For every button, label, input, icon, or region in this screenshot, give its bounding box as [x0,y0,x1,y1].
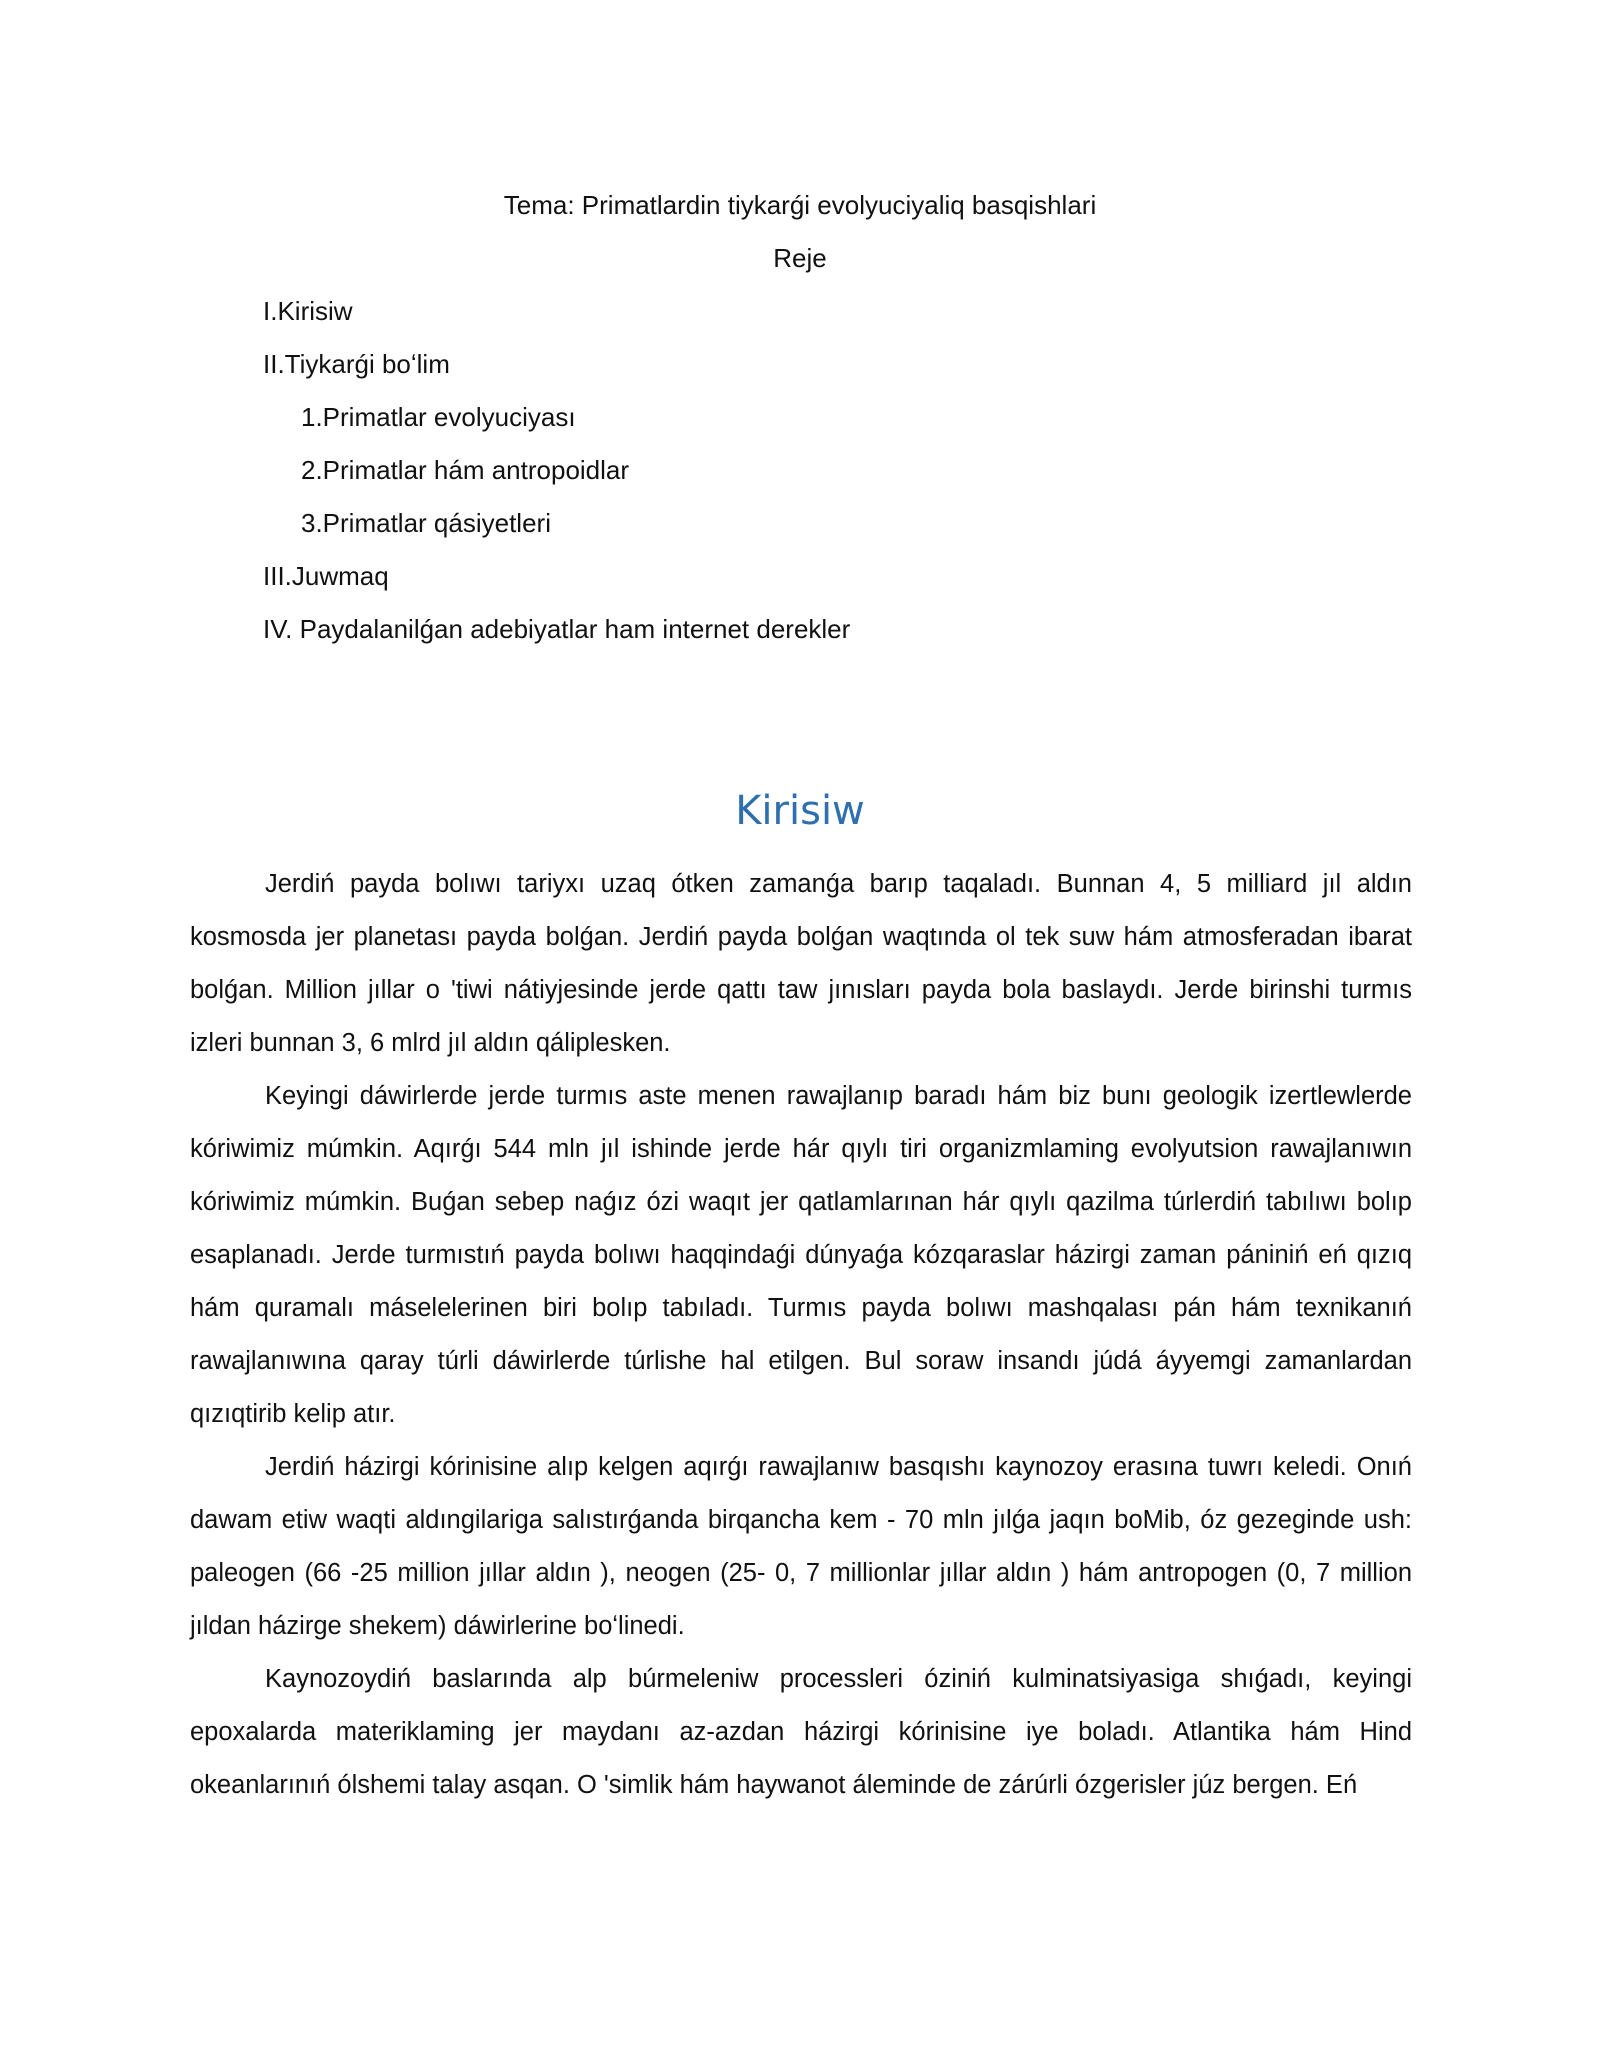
plan-item-main-part: II.Tiykarǵi boʻlim [263,349,450,379]
document-title: Tema: Primatlardin tiykarǵi evolyuciyaliq basqishlari [503,190,1097,220]
plan-title: Reje [773,243,827,273]
paragraph: Jerdiń payda bolıwı tariyxı uzaq ótken zamanǵa barıp taqaladı. Bunnan 4, 5 milliard jıl aldın kosmosda jer planetası payda bolǵan. Jerdiń payda bolǵan waqtında ol tek suw hám atmosferadan ibarat bolǵan. Million jıllar o 'tiwi nátiyjesinde jerde qattı taw jınısları payda bola baslaydı. Jerde birinshi turmıs izleri bunnan 3, 6 mlrd jıl aldın qáliplesken. [190,870,1412,1057]
paragraph: Jerdiń házirgi kórinisine alıp kelgen aqırǵı rawajlanıw basqıshı kaynozoy erasına tuwrı keledi. Onıń dawam etiw waqti aldıngilariga salıstırǵanda birqancha kem - 70 mln jılǵa jaqın boMib, óz gezeginde ush: paleogen (66 -25 million jıllar aldın ), neogen (25- 0, 7 millionlar jıllar aldın ) hám antropogen (0, 7 million jıldan házirge shekem) dáwirlerine boʻlinedi. [190,1453,1412,1640]
plan-item-subsection-1: 1.Primatlar evolyuciyası [301,402,576,432]
plan-item-conclusion: III.Juwmaq [263,561,389,591]
plan-item-subsection-2: 2.Primatlar hám antropoidlar [301,455,630,485]
paragraph: Keyingi dáwirlerde jerde turmıs aste menen rawajlanıp baradı hám biz bunı geologik izertlewlerde kóriwimiz múmkin. Aqırǵı 544 mln jıl ishinde jerde hár qıylı tiri organizmlaming evolyutsion rawajlanıwın kóriwimiz múmkin. Buǵan sebep naǵız ózi waqıt jer qatlamlarınan hár qıylı qazilma túrlerdiń tabılıwı bolıp esaplanadı. Jerde turmıstıń payda bolıwı haqqindaǵi dúnyaǵa kózqaraslar házirgi zaman pániniń eń qızıq hám quramalı máselelerinen biri bolıp tabıladı. Turmıs payda bolıwı mashqalası pán hám texnikanıń rawajlanıwına qaray túrli dáwirlerde túrlishe hal etilgen. Bul soraw insandı júdá áyyemgi zamanlardan qızıqtirib kelip atır. [190,1082,1412,1428]
paragraph: Kaynozoydiń baslarında alp búrmeleniw processleri óziniń kulminatsiyasiga shıǵadı, keyingi epoxalarda materiklaming jer maydanı az-azdan házirgi kórinisine iye boladı. Atlantika hám Hind okeanlarınıń ólshemi talay asqan. O 'simlik hám haywanot áleminde de zárúrli ózgerisler júz bergen. Eń [190,1665,1412,1799]
body-text [190,858,1412,1812]
plan-item-introduction: I.Kirisiw [263,296,353,326]
plan-item-subsection-3: 3.Primatlar qásiyetleri [301,508,551,538]
plan-item-references: IV. Paydalanilǵan adebiyatlar ham internet derekler [263,614,851,644]
section-heading: Kirisiw [735,788,865,834]
